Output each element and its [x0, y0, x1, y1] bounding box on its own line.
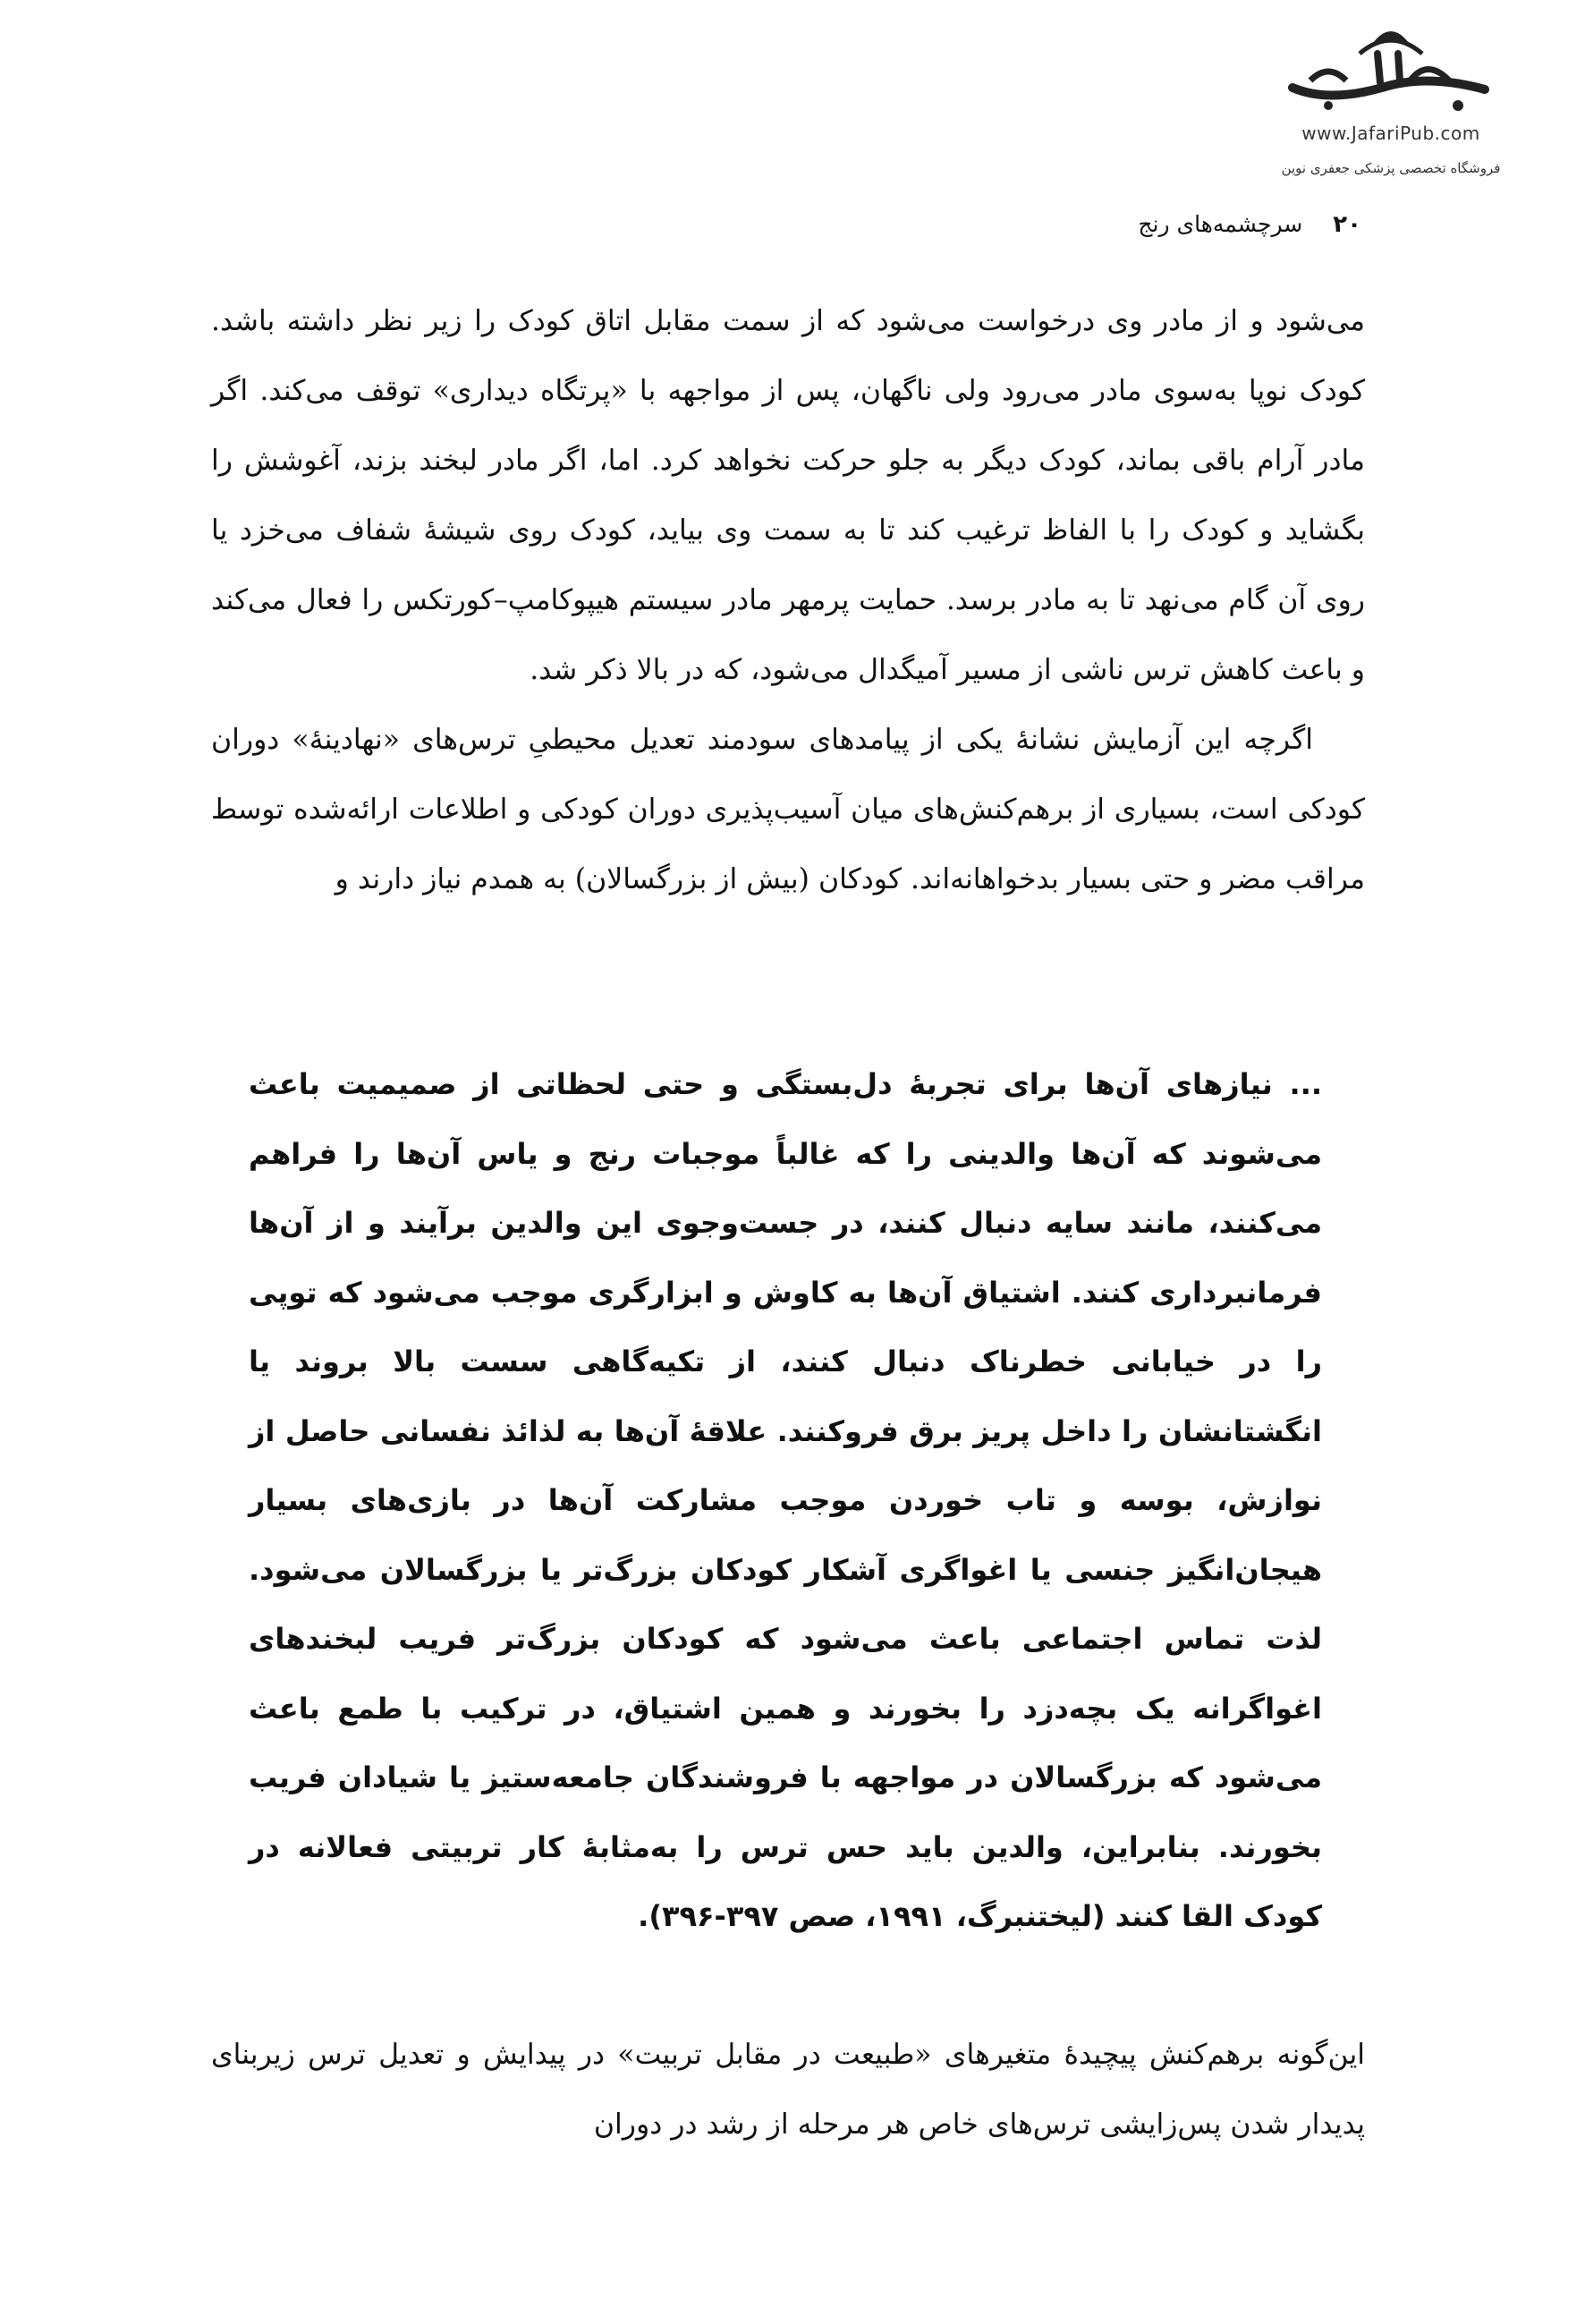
paragraph: این‌گونه برهم‌کنش پیچیدهٔ متغیرهای «طبیعت در مقابل تربیت» در پیدایش و تعدیل ترس زیربنای پدیدار شدن پس‌زایشی ترس‌های خاص هر مرحله از رشد در دوران [211, 2039, 1365, 2141]
running-title: سرچشمه‌های رنج [1138, 211, 1303, 237]
running-header [1138, 211, 1361, 238]
paragraph: می‌شود و از مادر وی درخواست می‌شود که از سمت مقابل اتاق کودک را زیر نظر داشته باشد. کودک نوپا به‌سوی مادر می‌رود ولی ناگهان، پس از مواجهه با «پرتگاه دیداری» توقف می‌کند. اگر مادر آرام باقی بماند، کودک دیگر به جلو حرکت نخواهد کرد. اما، اگر مادر لبخند بزند، آغوشش را بگشاید و کودک را با الفاظ ترغیب کند تا به سمت وی بیاید، کودک روی شیشهٔ شفاف می‌خزد یا روی آن گام می‌نهد تا به مادر برسد. حمایت پرمهر مادر سیستم هیپوکامپ–کورتکس را فعال می‌کند و باعث کاهش ترس ناشی از مسیر آمیگدال می‌شود، که در بالا ذکر شد. [211, 305, 1365, 686]
publisher-logo [1248, 18, 1534, 174]
publisher-caption: فروشگاه تخصصی پزشکی جعفری نوین [1281, 160, 1501, 176]
block-quote [249, 1050, 1322, 1952]
quote-text: ... نیازهای آن‌ها برای تجربهٔ دل‌بستگی و حتی لحظاتی از صمیمیت باعث می‌شوند که آن‌ها والدینی را که غالباً موجبات رنج و یاس آن‌ها را فراهم می‌کنند، مانند سایه دنبال کنند، در جست‌وجوی این والدین برآیند و از آن‌ها فرمانبرداری کنند. اشتیاق آن‌ها به کاوش و ابزارگری موجب می‌شود که توپی را در خیابانی خطرناک دنبال کنند، از تکیه‌گاهی سست بالا بروند یا انگشتانشان را داخل پریز برق فروکنند. علاقهٔ آن‌ها به لذائذ نفسانی حاصل از نوازش، بوسه و تاب خوردن موجب مشارکت آن‌ها در بازی‌های بسیار هیجان‌انگیز جنسی یا اغواگری آشکار کودکان بزرگ‌تر یا بزرگسالان می‌شود. لذت تماس اجتماعی باعث می‌شود که کودکان بزرگ‌تر فریب لبخندهای اغواگرانه یک بچه‌دزد را بخورند و همین اشتیاق، در ترکیب با طمع باعث می‌شود که بزرگسالان در مواجهه با فروشندگان جامعه‌ستیز یا شیادان فریب بخورند. بنابراین، والدین باید حس ترس را به‌مثابهٔ کار تربیتی فعالانه در کودک القا کنند (لیختنبرگ، ۱۹۹۱، صص ۳۹۷-۳۹۶). [249, 1067, 1322, 1933]
page-number: ۲۰ [1333, 211, 1361, 238]
main-text-top [211, 286, 1365, 914]
jafari-pub-logo-icon [1275, 18, 1507, 121]
publisher-url: www.JafariPub.com [1301, 123, 1480, 144]
main-text-bottom [211, 2020, 1365, 2159]
paragraph: اگرچه این آزمایش نشانهٔ یکی از پیامدهای سودمند تعدیل محیطیِ ترس‌های «نهادینهٔ» دوران کودکی است، بسیاری از برهم‌کنش‌های میان آسیب‌پذیری دوران کودکی و اطلاعات ارائه‌شده توسط مراقب مضر و حتی بسیار بدخواهانه‌اند. کودکان (بیش از بزرگسالان) به همدم نیاز دارند و [211, 724, 1365, 895]
